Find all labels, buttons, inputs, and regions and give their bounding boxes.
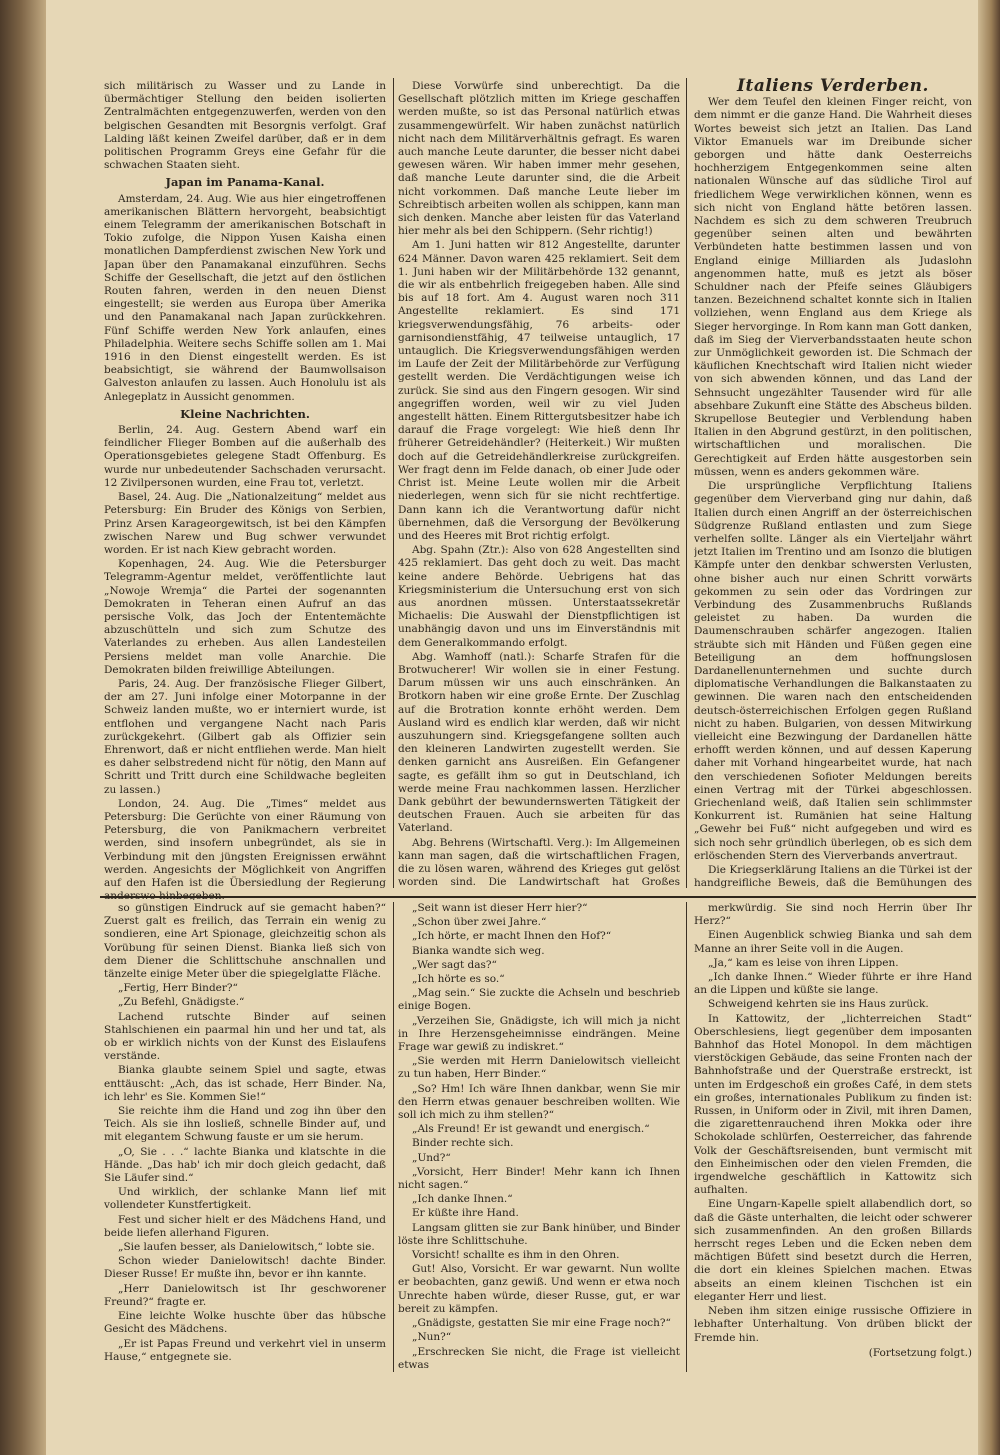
news-item: Basel, 24. Aug. Die „Nationalzeitung“ meldet aus Petersburg: Ein Bruder des Königs von Serbien, Prinz Arsen Karageorgewitsch, ist bei den Kämpfen zwischen Narew und Bug schwer verwundet worden. Er ist nach Kiew gebracht worden. — [104, 491, 386, 556]
column-news — [104, 80, 386, 900]
reichstag-paragraph: Am 1. Juni hatten wir 812 Angestellte, darunter 624 Männer. Davon waren 425 reklamiert. Seit dem 1. Juni haben wir der Militärbehörde 132 genannt, die wir als entbehrlich freigegeben haben. Alle sind bis auf 18 fort. Am 4. August waren noch 311 Angestellte reklamiert. Es sind 171 kriegsverwendungsfähig, 76 arbeits- oder garnisondienstfähig, 47 teilweise untauglich, 17 untauglich. Die Kriegsverwendungsfähigen werden im Laufe der Zeit der Militärbehörde zur Verfügung gestellt werden. Die Verdächtigungen weise ich zurück. Sie sind aus den Fingern gesogen. Wir sind angegriffen worden, weil wir zu viel Juden angestellt hätten. Einem Rittergutsbesitzer habe ich darauf die Frage vorgelegt: Wie hieß denn Ihr früherer Getreidehändler? (Heiterkeit.) Wir mußten doch auf die Getreidehändlerkreise zurückgreifen. Wer fragt denn im Felde danach, ob einer Jude oder Christ ist. Meine Leute wollen mir die Arbeit niederlegen, wenn sich für sie nicht rechtfertige. Dann kann ich die Verantwortung dafür nicht übernehmen, daß die Versorgung der Bevölkerung und des Heeres mit Brot richtig erfolgt. — [398, 239, 680, 542]
feuilleton-paragraph: merkwürdig. Sie sind noch Herrin über Ihr Herz?“ — [694, 902, 972, 928]
feuilleton-paragraph: „Sie werden mit Herrn Danielowitsch vielleicht zu tun haben, Herr Binder.“ — [398, 1055, 680, 1081]
page-edge — [978, 0, 1000, 1455]
feuilleton-paragraph: „Zu Befehl, Gnädigste.“ — [118, 996, 245, 1009]
feuilleton-paragraph: Neben ihm sitzen einige russische Offiziere in lebhafter Unterhaltung. Von drüben blickt der Fremde hin. — [694, 1305, 972, 1344]
feuilleton-paragraph: Vorsicht! schallte es ihm in den Ohren. — [412, 1249, 620, 1262]
feuilleton-paragraph: Sie reichte ihm die Hand und zog ihn über den Teich. Als sie ihn losließ, schnelle Binder auf, und mit elegantem Schwung fauste er um sie herum. — [104, 1105, 386, 1144]
feuilleton-paragraph: Fest und sicher hielt er des Mädchens Hand, und beide liefen allerhand Figuren. — [104, 1213, 386, 1239]
reichstag-paragraph: Abg. Behrens (Wirtschaftl. Verg.): Im Allgemeinen kann man sagen, daß die wirtschaftlichen Fragen, die zu lösen waren, während des Krieges gut gelöst worden sind. Die Landwirtschaft hat Großes — [398, 836, 680, 889]
japan-heading: Japan im Panama-Kanal. — [165, 175, 325, 190]
feuilleton-paragraph: „Wer sagt das?“ — [412, 958, 497, 971]
feuilleton-paragraph: Lachend rutschte Binder auf seinen Stahlschienen ein paarmal hin und her und tat, als ob er wirklich nichts von der Kunst des Eislaufens verstände. — [104, 1010, 386, 1063]
japan-article: Amsterdam, 24. Aug. Wie aus hier eingetroffenen amerikanischen Blättern hervorgeht, beabsichtigt einem Telegramm der amerikanischen Botschaft in Tokio zufolge, die Nippon Yusen Kaisha einen monatlichen Dampferdienst zwischen New York und Japan über den Panamakanal einzuführen. Sechs Schiffe der Gesellschaft, die jetzt auf den östlichen Routen fahren, werden in den neuen Dienst eingestellt; sie werden aus Europa über Amerika und den Panamakanal nach Japan zurückkehren. Fünf Schiffe werden New York anlaufen, eines Philadelphia. Weitere sechs Schiffe sollen am 1. Mai 1916 in den Dienst eingestellt werden. Es ist beabsichtigt, sie während der Baumwollsaison Galveston anlaufen zu lassen. Auch Honolulu ist als Anlegeplatz in Aussicht genommen. — [104, 192, 386, 403]
feuilleton-column-1 — [104, 902, 386, 1372]
italien-paragraph: Die Kriegserklärung Italiens an die Türkei ist der handgreifliche Beweis, daß die Bemühungen des — [694, 863, 972, 890]
feuilleton-paragraph: „Sie laufen besser, als Danielowitsch,“ lobte sie. — [118, 1241, 375, 1254]
feuilleton-paragraph: „Als Freund! Er ist gewandt und energisch.“ — [412, 1123, 650, 1136]
feuilleton-column-3 — [694, 902, 972, 1372]
reichstag-continued-text — [398, 80, 680, 890]
kleine-nachrichten-list — [104, 424, 386, 900]
feuilleton-paragraph: „Schon über zwei Jahre.“ — [412, 916, 547, 929]
feuilleton-paragraph: „Herr Danielowitsch ist Ihr geschworener Freund?“ fragte er. — [104, 1282, 386, 1308]
feuilleton-paragraph: „Ja,“ kam es leise von ihren Lippen. — [708, 956, 899, 969]
feuilleton-paragraph: Bianka glaubte seinem Spiel und sagte, etwas enttäuscht: „Ach, das ist schade, Herr Binder. Na, ich lehr' es Sie. Kommen Sie!“ — [104, 1064, 386, 1103]
feuilleton-paragraph: „Seit wann ist dieser Herr hier?“ — [412, 902, 588, 914]
italien-heading: Italiens Verderben. — [737, 76, 929, 96]
news-item: Berlin, 24. Aug. Gestern Abend warf ein feindlicher Flieger Bomben auf die außerhalb des Operationsgebietes gelegene Stadt Offenburg. Es wurde nur unbedeutender Sachschaden verursacht. 12 Zivilpersonen wurden, eine Frau tot, verletzt. — [104, 424, 386, 489]
reichstag-paragraph: Abg. Spahn (Ztr.): Also von 628 Angestellten sind 425 reklamiert. Das geht doch zu weit. Das macht keine andere Behörde. Uebrigens hat das Kriegsministerium die Untersuchung erst von sich aus anordnen müssen. Unterstaatssekretär Michaelis: Die Auswahl der Dienstpflichtigen ist unabhängig davon und uns im Einverständnis mit dem Generalkommando erfolgt. — [398, 544, 680, 649]
feuilleton-paragraph: In Kattowitz, der „lichterreichen Stadt“ Oberschlesiens, liegt gegenüber dem imposanten Bahnhof das Hotel Monopol. In dem mächtigen vierstöckigen Gebäude, das seine Fronten nach der Bahnhofstraße und der Querstraße erstreckt, ist unten im Erdgeschoß ein großes Café, in dem stets ein großes, internationales Publikum zu finden ist: Russen, in Uniform oder in Zivil, mit ihren Damen, die zigarettenrauchend ihren Mokka oder ihre Schokolade schlürfen, Oesterreicher, das fahrende Volk der Geschäftsreisenden, bunt vermischt mit den Einheimischen oder den vielen Fremden, die irgendwelche geschäftlich in Kattowitz sich aufhalten. — [694, 1012, 972, 1197]
feuilleton-paragraph: Schweigend kehrten sie ins Haus zurück. — [708, 998, 929, 1011]
feuilleton-paragraph: Gut! Also, Vorsicht. Er war gewarnt. Nun wollte er beobachten, ganz gewiß. Und wenn er etwa noch Unrechte haben würde, dieser Russe, gut, er war bereit zu kämpfen. — [398, 1263, 680, 1315]
news-item: Kopenhagen, 24. Aug. Wie die Petersburger Telegramm-Agentur meldet, veröffentlichte laut „Nowoje Wremja“ die Partei der sogenannten Demokraten in Teheran einen Aufruf an das persische Volk, das Joch der Ententemächte abzuschütteln und sich zum Schutze des Vaterlandes zu erheben. Aus allen Landesteilen Persiens meldet man volle Anarchie. Die Demokraten bilden freiwillige Abteilungen. — [104, 558, 386, 676]
feuilleton-paragraph: Und wirklich, der schlanke Mann lief mit vollendeter Kunstfertigkeit. — [104, 1186, 386, 1212]
feuilleton-text-3 — [694, 902, 972, 1345]
feuilleton-column-2 — [398, 902, 680, 1372]
feuilleton-paragraph: Schon wieder Danielowitsch! dachte Binder. Dieser Russe! Er mußte ihn, bevor er ihn kannte. — [104, 1255, 386, 1281]
column-rule — [686, 902, 687, 1372]
feuilleton-paragraph: „Erschrecken Sie nicht, die Frage ist vielleicht etwas — [398, 1345, 680, 1371]
feuilleton-paragraph: „Verzeihen Sie, Gnädigste, ich will mich ja nicht in Ihre Herzensgeheimnisse eindrängen. Meine Frage war gewiß zu indiskret.“ — [398, 1014, 680, 1054]
feuilleton-paragraph: „Mag sein.“ Sie zuckte die Achseln und beschrieb einige Bogen. — [398, 987, 680, 1013]
feuilleton-paragraph: Binder rechte sich. — [412, 1137, 514, 1150]
feuilleton-paragraph: „Vorsicht, Herr Binder! Mehr kann ich Ihnen nicht sagen.“ — [398, 1165, 680, 1192]
column-rule — [393, 78, 394, 888]
feuilleton-paragraph: „Ich hörte, er macht Ihnen den Hof?“ — [412, 930, 612, 943]
feuilleton-paragraph: „O, Sie . . .“ lachte Bianka und klatschte in die Hände. „Das hab' ich mir doch gleich gedacht, daß Sie Läufer sind.“ — [104, 1145, 386, 1185]
kleine-nachrichten-heading: Kleine Nachrichten. — [180, 406, 310, 421]
column-reichstag-continued — [398, 80, 680, 890]
column-italien — [694, 76, 972, 890]
feuilleton-paragraph: „Er ist Papas Freund und verkehrt viel in unserm Hause,“ entgegnete sie. — [104, 1337, 386, 1363]
continued-note: (Fortsetzung folgt.) — [868, 1346, 972, 1359]
feuilleton-paragraph: Einen Augenblick schwieg Bianka und sah dem Manne an ihrer Seite voll in die Augen. — [694, 929, 972, 955]
feuilleton-paragraph: „So? Hm! Ich wäre Ihnen dankbar, wenn Sie mir den Herrn etwas genauer beschreiben wollten. Wie soll ich mich zu ihm stellen?“ — [398, 1082, 680, 1122]
news-item: London, 24. Aug. Die „Times“ meldet aus Petersburg: Die Gerüchte von einer Räumung von Petersburg, die von Panikmachern verbreitet werden, sind insofern unbegründet, als sie in Verbindung mit den jüngsten Ereignissen erwähnt werden. Angesichts der Möglichkeit von Angriffen auf den Hafen ist die Übersiedlung der Regierung — [104, 797, 386, 889]
feuilleton-paragraph: Langsam glitten sie zur Bank hinüber, und Binder löste ihre Schlittschuhe. — [398, 1221, 680, 1247]
feuilleton-divider — [100, 896, 976, 898]
reichstag-paragraph: Abg. Wamhoff (natl.): Scharfe Strafen für die Brotwucherer! Wir wollen sie in einer Festung. Darum müssen wir uns auch einschränken. An Brotkorn haben wir eine große Ernte. Der Zuschlag auf die Brotration konnte erhöht werden. Dem Ausland wird es endlich klar werden, daß wir nicht auszuhungern sind. Kriegsgefangene sollten auch den kleineren Landwirten zugestellt werden. Sie denken garnicht ans Ausreißen. Ein Gefangener sagte, es gefällt ihm so gut in Deutschland, ich werde meine Frau nachkommen lassen. Herzlicher Dank gebührt der bewundernswerten Tätigkeit der deutschen Frauen. Auch sie arbeiten für das Vaterland. — [398, 650, 680, 835]
feuilleton-paragraph: Eine Ungarn-Kapelle spielt allabendlich dort, so daß die Gäste unterhalten, die leicht oder schwerer sich zusammenfinden. An den großen Billards herrscht reges Leben und die Ecken neben dem mächtigen Büfett sind besetzt durch die Herren, die dort ein kleines Spielchen machen. Etwas abseits an einem kleinen Tischchen ist ein eleganter Herr und liest. — [694, 1198, 972, 1303]
feuilleton-paragraph: so günstigen Eindruck auf sie gemacht haben?“ Zuerst galt es freilich, das Terrain ein wenig zu sondieren, eine Art Spionage, gleichzeitig schon als Vorübung für seinen Dienst. Bianka ließ sich von dem Diener die Schlittschuhe anschnallen und tänzelte einige Meter über die spiegelglatte Fläche. — [104, 902, 386, 981]
feuilleton-paragraph: „Und?“ — [412, 1151, 451, 1164]
italien-paragraph: Wer dem Teufel den kleinen Finger reicht, von dem nimmt er die ganze Hand. Die Wahrheit dieses Wortes beweist sich jetzt an Italien. Das Land Viktor Emanuels war im Dreibunde sicher geborgen und hätte dank Oesterreichs hochherzigem Entgegenkommen seine alten nationalen Wünsche auf das südliche Tirol auf friedlichem Wege verwirklichen können, wenn es sich nicht von England hätte betören lassen. Nachdem es sich zu dem schweren Treubruch gegenüber seinen alten und bewährten Verbündeten hatte bestimmen lassen und von England einige Milliarden als Judaslohn angenommen hatte, muß es jetzt als böser Schuldner nach der Pfeife seines Gläubigers tanzen. Bezeichnend schaltet konnte sich in Italien vollziehen, wenn England aus dem Kriege als Sieger hervorginge. In Rom kann man Gott danken, daß im Sieg der Vierverbandsstaaten heute schon zur Unmöglichkeit geworden ist. Die Schmach der käuflichen Knechtschaft wird Italien nicht wieder von sich abwenden können, und das Land der Sehnsucht ungezählter Tausender wird für alle absehbare Zukunft eine Stätte des Abscheus bilden. Skrupellose Beutegier und Verblendung haben Italien in den Abgrund gestürzt, in den politischen, wirtschaftlichen und moralischen. Die Gerechtigkeit auf Erden hätte ausgestorben sein müssen, wenn es anders gekommen wäre. — [694, 96, 972, 478]
column-rule — [686, 78, 687, 888]
intro-paragraph: sich militärisch zu Wasser und zu Lande in übermächtiger Stellung den beiden isolierten Zentralmächten entgegenzuwerfen, werden von den belgischen Gesandten mit Besorgnis verfolgt. Graf Lalding läßt keinen Zweifel darüber, daß er in dem politischen Programm Greys eine Gefahr für die schwachen Staaten sieht. — [104, 80, 386, 172]
feuilleton-paragraph: Er küßte ihre Hand. — [412, 1207, 519, 1220]
news-item: Paris, 24. Aug. Der französische Flieger Gilbert, der am 27. Juni infolge einer Motorpanne in der Schweiz landen mußte, wo er interniert wurde, ist entflohen und vergangene Nacht nach Paris zurückgekehrt. (Gilbert gab als Offizier sein Ehrenwort, daß er nicht entfliehen werde. Man hielt es daher selbstredend nicht für nötig, den Mann auf Schritt und Tritt durch eine Schildwache begleiten zu lassen.) — [104, 677, 386, 796]
feuilleton-paragraph: „Ich danke Ihnen.“ Wieder führte er ihre Hand an die Lippen und küßte sie lange. — [694, 971, 972, 997]
column-rule — [393, 902, 394, 1372]
feuilleton-paragraph: „Nun?“ — [412, 1331, 452, 1344]
book-spine — [0, 0, 46, 1455]
feuilleton-paragraph: „Fertig, Herr Binder?“ — [118, 982, 238, 995]
italien-article — [694, 96, 972, 890]
feuilleton-paragraph: „Gnädigste, gestatten Sie mir eine Frage noch?“ — [412, 1317, 671, 1330]
feuilleton-paragraph: „Ich hörte es so.“ — [412, 973, 505, 986]
feuilleton-paragraph: „Ich danke Ihnen.“ — [412, 1193, 513, 1206]
reichstag-paragraph: Diese Vorwürfe sind unberechtigt. Da die Gesellschaft plötzlich mitten im Kriege geschaffen werden mußte, so ist das Personal natürlich etwas zusammengewürfelt. Wir haben zunächst natürlich nicht nach dem Militärverhältnis gefragt. Es waren auch manche Leute darunter, die besser nicht dabei gewesen wären. Wir haben immer mehr gesehen, daß manche Leute darunter sind, die die Arbeit nicht vorkommen. Daß manche Leute lieber im Schreibtisch arbeiten wollen als schippen, kann man sich denken. Manche aber leisten für das Vaterland hier mehr als bei den Schippern. (Sehr richtig!) — [398, 80, 680, 238]
italien-paragraph: Die ursprüngliche Verpflichtung Italiens gegenüber dem Vierverband ging nur dahin, daß Italien durch einen Angriff an der österreichischen Südgrenze Rußland entlasten und zum Siege verhelfen sollte. Länger als ein Vierteljahr währt jetzt Italien im Trentino und am Isonzo die blutigen Kämpfe unter den denkbar schwersten Verlusten, ohne bisher auch nur einen Schritt vorwärts gekommen zu sein oder das Vordringen zur Verbindung des Zusammenbruchs Rußlands geleistet zu haben. Da wurden die Daumenschrauben schärfer angezogen. Italien sträubte sich mit Händen und Füßen gegen eine Beteiligung an dem hoffnungslosen Dardanellenunternehmen und suchte durch diplomatische Verhandlungen die Balkanstaaten zu gewinnen. Die waren nach den entscheidenden deutsch-österreichischen Erfolgen gegen Rußland nicht zu haben. Bulgarien, von dessen Mitwirkung vielleicht eine Bezwingung der Dardanellen hätte erhofft werden können, und auf dessen Kaperung daher mit Vorhand hingearbeitet wurde, hat nach den verschiedenen Sofioter Meldungen bereits einen Vertrag mit der Türkei abgeschlossen. Griechenland weiß, daß Italien sein schlimmster Konkurrent ist. Rumänien hat seine Haltung „Gewehr bei Fuß“ nicht aufgegeben und wird es sich noch sehr gründlich überlegen, ob es sich dem erlöschenden Stern des Vierverbands anvertraut. — [694, 480, 972, 862]
feuilleton-paragraph: Bianka wandte sich weg. — [412, 944, 545, 957]
feuilleton-paragraph: Eine leichte Wolke huschte über das hübsche Gesicht des Mädchens. — [104, 1310, 386, 1336]
